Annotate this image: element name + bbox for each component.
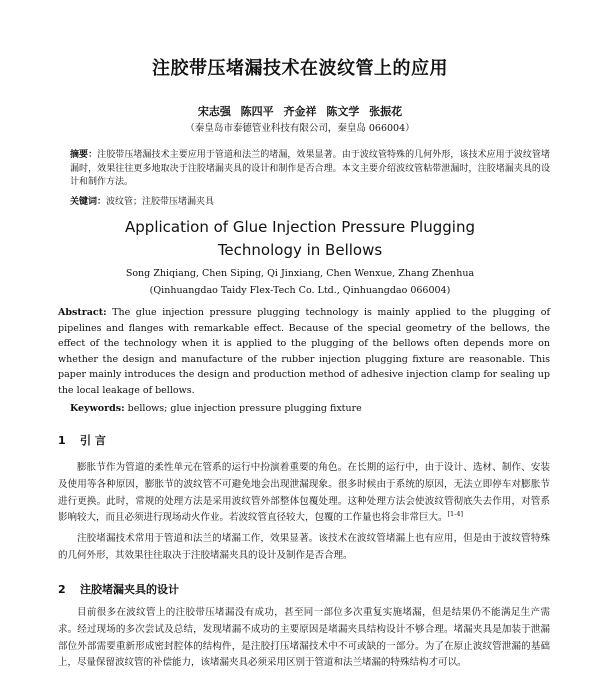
abstract-chinese-text: 注胶带压堵漏技术主要应用于管道和法兰的堵漏，效果显著。由于波纹管特殊的几何外形，该技术应用于波纹管堵漏时，效果往往更多地取决于注胶堵漏夹具的设计和制作是否合理。本文主要介绍波纹管粘带泄漏时，注胶堵漏夹具的设计和制作方法。	[70, 150, 550, 187]
paragraph-text: 膨胀节作为管道的柔性单元在管系的运行中扮演着重要的角色。在长期的运行中，由于设计、选材、制作、安装及使用等各种原因，膨胀节的波纹管不可避免地会出现泄漏现象。很多时候由于系统的原因，无法立即停车对膨胀节进行更换。此时，常规的处理方法是采用波纹管外部整体包覆处理。这种处理方法会使波纹管彻底失去作用，对管系影响较大，而且必须进行现场动火作业。若波纹管直径较大，包覆的工作量也将会非常巨大。	[58, 462, 550, 524]
title-english	[0, 216, 600, 262]
title-english-line1: Application of Glue Injection Pressure Plugging	[125, 218, 475, 236]
authors-english: Song Zhiqiang, Chen Siping, Qi Jinxiang, Chen Wenxue, Zhang Zhenhua	[125, 268, 475, 279]
body-paragraph: 目前很多在波纹管上的注胶带压堵漏没有成功，甚至同一部位多次重复实施堵漏，但是结果仍不能满足生产需求。经过现场的多次尝试及总结，发现堵漏不成功的主要原因是堵漏夹具结构设计不够合理。堵漏夹具是加装于泄漏部位外部需要重新形成密封腔体的结构件，是注胶打压堵漏技术中不可或缺的一部分。为了在原止波纹管泄漏的基础上，尽量保留波纹管的补偿能力，该堵漏夹具必须采用区别于管道和法兰堵漏的特殊结构才可以。	[58, 607, 550, 669]
keywords-chinese-label: 关键词：	[70, 197, 107, 207]
section-title: 引 言	[80, 434, 106, 447]
body-paragraph	[58, 460, 550, 527]
body-paragraph: 注胶堵漏技术常用于管道和法兰的堵漏工作，效果显著。该技术在波纹管堵漏上也有应用，但是由于波纹管特殊的几何外形，其效果往往取决于注胶堵漏夹具的设计及制作是否合理。	[58, 533, 550, 561]
abstract-english	[58, 305, 550, 398]
section-number: 1	[58, 434, 66, 447]
affiliation-english: (Qinhuangdao Taidy Flex-Tech Co. Ltd., Qinhuangdao 066004)	[149, 285, 451, 296]
title-chinese: 注胶带压堵漏技术在波纹管上的应用	[152, 58, 448, 79]
affiliation-chinese: （秦皇岛市泰德管业科技有限公司，秦皇岛 066004）	[185, 123, 415, 134]
section-heading-fixture-design	[58, 581, 179, 597]
keywords-chinese-text: 波纹管；注胶带压堵漏夹具	[106, 197, 215, 207]
authors-chinese: 宋志强 陈四平 齐金祥 陈文学 张振花	[197, 105, 403, 118]
keywords-chinese	[70, 194, 550, 207]
section-number: 2	[58, 583, 66, 596]
abstract-chinese	[70, 149, 550, 190]
section-title: 注胶堵漏夹具的设计	[80, 583, 179, 596]
abstract-english-text: The glue injection pressure plugging technology is mainly applied to the plugging of pipelines and flanges with remarkable effect. Because of the special geometry of the bellows, the effect of the technology when it is applied to the plugging of the bellows often depends more on whether the design and manufacture of the rubber injection plugging fixture are reasonable. This paper mainly introduces the design and production method of adhesive injection clamp for sealing up the local leakage of bellows.	[58, 307, 550, 396]
abstract-chinese-label: 摘要：	[70, 150, 98, 160]
section-heading-introduction	[58, 432, 106, 448]
citation-reference: [1-4]	[447, 510, 464, 519]
title-english-line2: Technology in Bellows	[217, 241, 383, 259]
keywords-english-label: Keywords:	[70, 403, 125, 414]
abstract-english-label: Abstract:	[58, 307, 107, 318]
keywords-english-text: bellows; glue injection pressure plugging fixture	[127, 403, 362, 414]
keywords-english	[70, 403, 550, 414]
